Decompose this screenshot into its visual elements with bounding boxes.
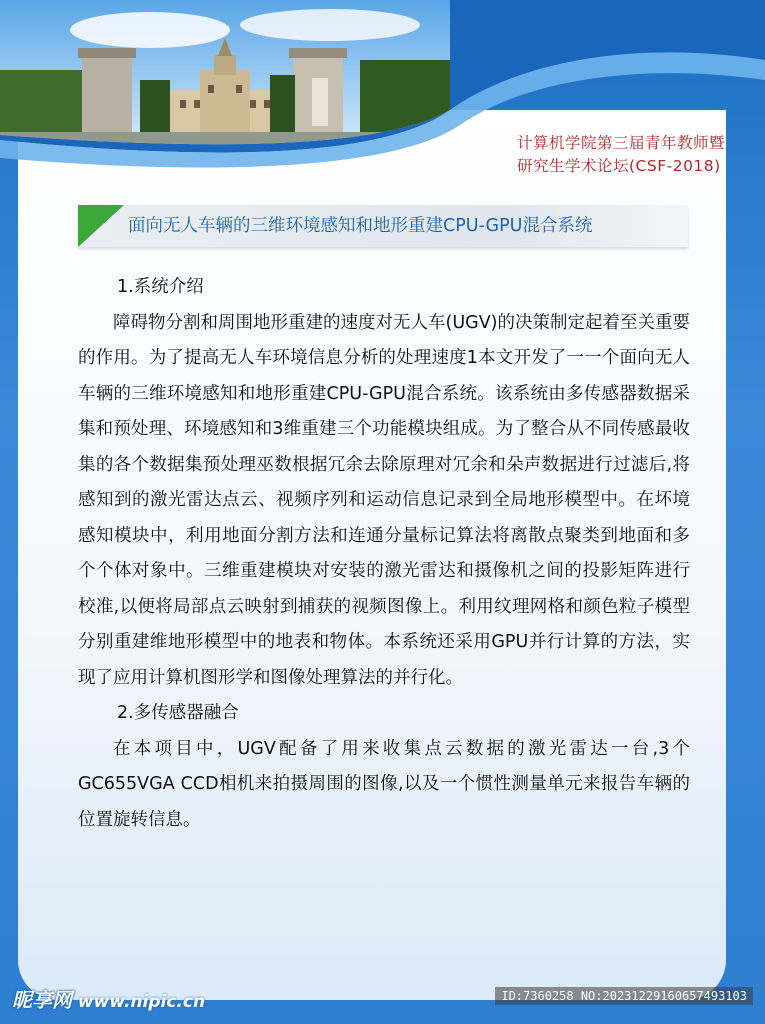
section-heading-intro: 1.系统介绍 [117, 277, 204, 297]
forum-name-line1: 计算机学院第三届青年教师暨 [516, 134, 725, 152]
watermark-id: ID:7360258 NO:20231229160657493103 [495, 987, 753, 1005]
forum-name [517, 132, 725, 178]
title-flag [78, 205, 124, 247]
watermark-brand: 昵享网 [12, 988, 72, 1012]
section-body-fusion: 在本项目中，UGV配备了用来收集点云数据的激光雷达一台,3个GC655VGA CCD相机来拍摄周围的图像,以及一个惯性测量单元来报告车辆的位置旋转信息。 [78, 738, 690, 830]
forum-name-line2: 研究生学术论坛(CSF-2018) [516, 157, 721, 175]
page-title: 面向无人车辆的三维环境感知和地形重建CPU-GPU混合系统 [128, 216, 593, 236]
article-body [78, 270, 690, 838]
section-heading-fusion: 2.多传感器融合 [117, 703, 239, 723]
watermark-logo [12, 984, 205, 1013]
campus-photo [0, 0, 450, 150]
watermark-url: www.nipic.cn [77, 992, 206, 1012]
section-body-intro: 障碍物分割和周围地形重建的速度对无人车(UGV)的决策制定起着至关重要的作用。为了提高无人车环境信息分析的处理速度1本文开发了一一个面向无人车辆的三维环境感知和地形重建CPU-GPU混合系统。该系统由多传感器数据采集和预处理、环境感知和3维重建三个功能模块组成。为了整合从不同传感最收集的各个数据集预处理巫数根据冗余去除原理对冗余和朵声数据进行过滤后,将感知到的激光雷达点云、视频序列和运动信息记录到全局地形模型中。在坏境感知模块中，利用地面分割方法和连通分量标记算法将离散点聚类到地面和多个个体对象中。三维重建模块对安装的激光雷达和摄像机之间的投影矩阵进行校准,以便将局部点云映射到捕获的视频图像上。利用纹理网格和颜色粒子模型分别重建维地形模型中的地表和物体。本系统还采用GPU并行计算的方法，实现了应用计算机图形学和图像处理算法的并行化。 [78, 312, 690, 688]
